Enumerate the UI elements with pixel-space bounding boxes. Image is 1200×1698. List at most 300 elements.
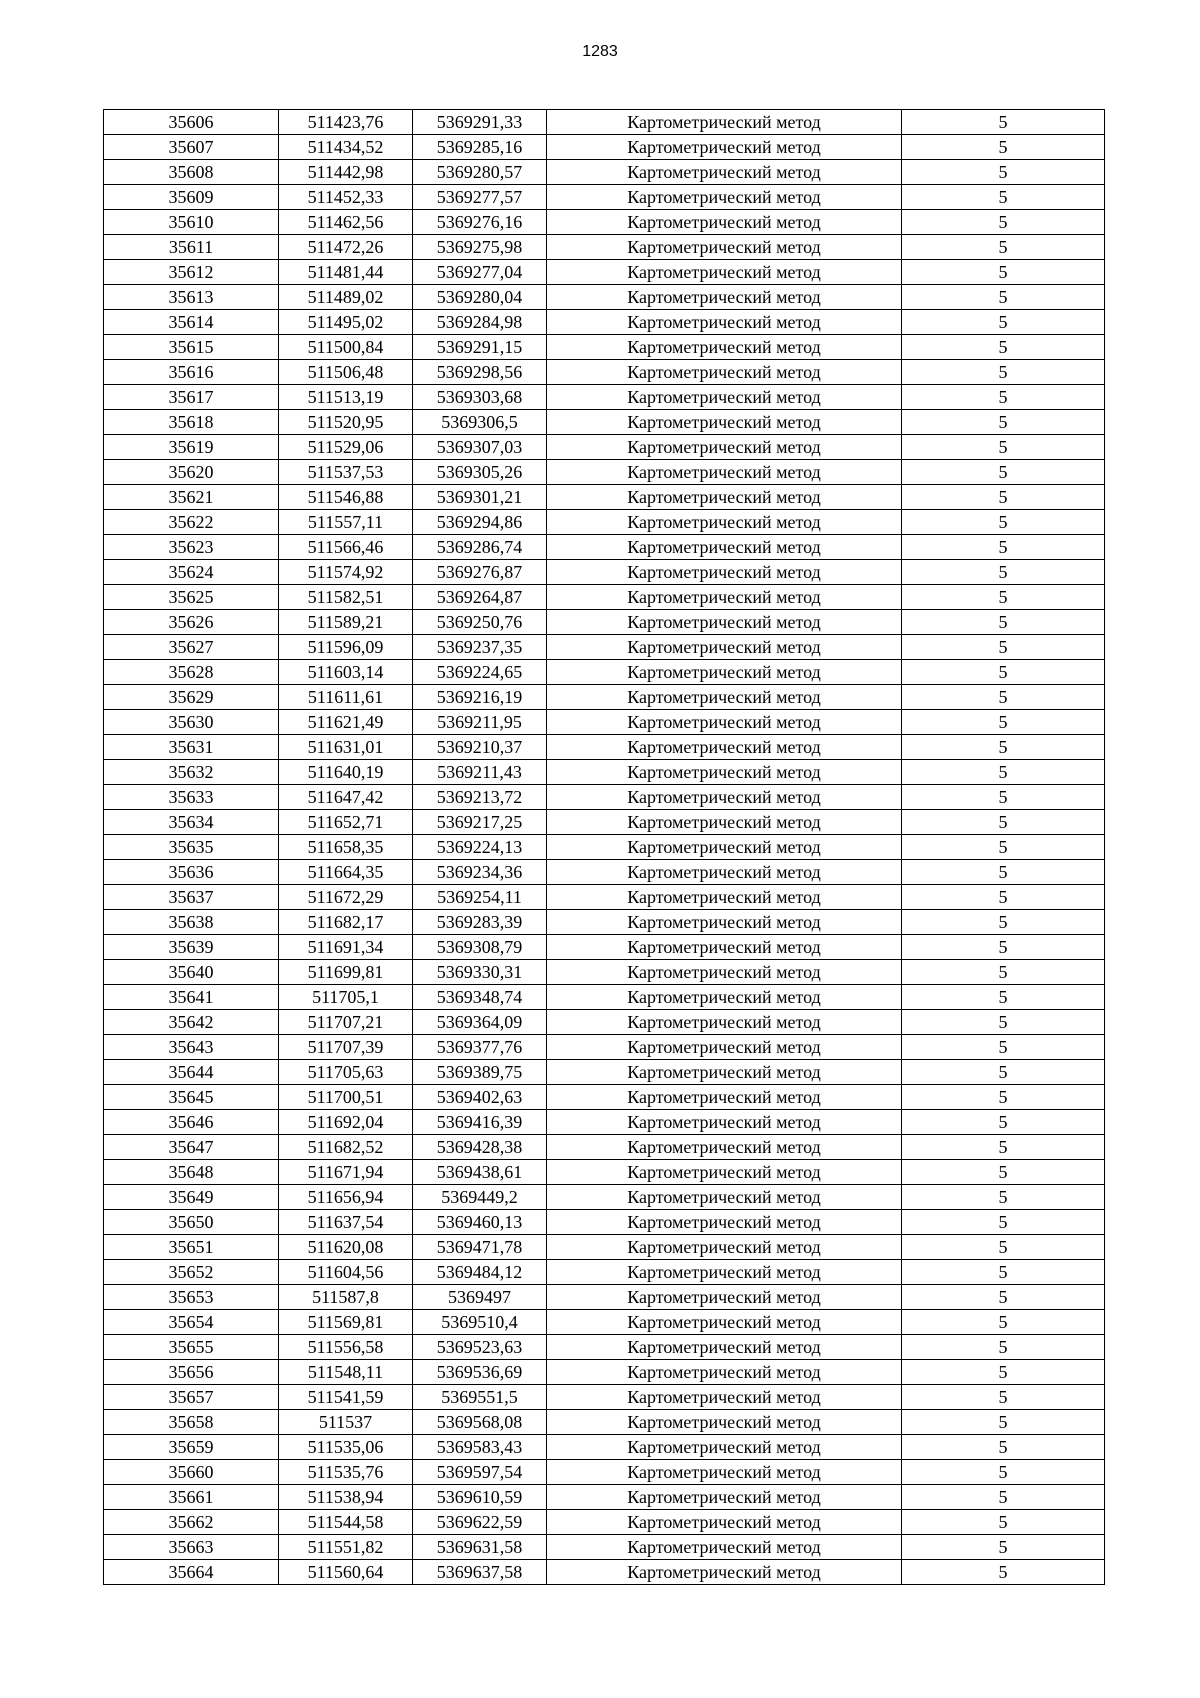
point-number-cell: 35636 — [104, 860, 279, 885]
x-coordinate-cell: 511442,98 — [279, 160, 413, 185]
point-number-cell: 35621 — [104, 485, 279, 510]
accuracy-cell: 5 — [902, 1335, 1105, 1360]
table-row — [104, 460, 1105, 485]
method-cell: Картометрический метод — [547, 1460, 902, 1485]
y-coordinate-cell: 5369224,65 — [413, 660, 547, 685]
y-coordinate-cell: 5369471,78 — [413, 1235, 547, 1260]
point-number-cell: 35656 — [104, 1360, 279, 1385]
accuracy-cell: 5 — [902, 435, 1105, 460]
accuracy-cell: 5 — [902, 560, 1105, 585]
accuracy-cell: 5 — [902, 1160, 1105, 1185]
table-row — [104, 1260, 1105, 1285]
point-number-cell: 35608 — [104, 160, 279, 185]
accuracy-cell: 5 — [902, 1360, 1105, 1385]
x-coordinate-cell: 511682,52 — [279, 1135, 413, 1160]
y-coordinate-cell: 5369303,68 — [413, 385, 547, 410]
accuracy-cell: 5 — [902, 835, 1105, 860]
x-coordinate-cell: 511631,01 — [279, 735, 413, 760]
y-coordinate-cell: 5369305,26 — [413, 460, 547, 485]
accuracy-cell: 5 — [902, 1060, 1105, 1085]
y-coordinate-cell: 5369428,38 — [413, 1135, 547, 1160]
point-number-cell: 35658 — [104, 1410, 279, 1435]
accuracy-cell: 5 — [902, 935, 1105, 960]
x-coordinate-cell: 511589,21 — [279, 610, 413, 635]
point-number-cell: 35653 — [104, 1285, 279, 1310]
y-coordinate-cell: 5369286,74 — [413, 535, 547, 560]
accuracy-cell: 5 — [902, 910, 1105, 935]
y-coordinate-cell: 5369277,57 — [413, 185, 547, 210]
accuracy-cell: 5 — [902, 210, 1105, 235]
table-row — [104, 285, 1105, 310]
table-row — [104, 1310, 1105, 1335]
method-cell: Картометрический метод — [547, 1285, 902, 1310]
point-number-cell: 35643 — [104, 1035, 279, 1060]
table-row — [104, 260, 1105, 285]
y-coordinate-cell: 5369610,59 — [413, 1485, 547, 1510]
point-number-cell: 35638 — [104, 910, 279, 935]
y-coordinate-cell: 5369583,43 — [413, 1435, 547, 1460]
method-cell: Картометрический метод — [547, 1485, 902, 1510]
point-number-cell: 35606 — [104, 110, 279, 135]
method-cell: Картометрический метод — [547, 110, 902, 135]
accuracy-cell: 5 — [902, 260, 1105, 285]
accuracy-cell: 5 — [902, 335, 1105, 360]
table-row — [104, 360, 1105, 385]
method-cell: Картометрический метод — [547, 585, 902, 610]
y-coordinate-cell: 5369377,76 — [413, 1035, 547, 1060]
table-row — [104, 1485, 1105, 1510]
table-row — [104, 1035, 1105, 1060]
accuracy-cell: 5 — [902, 1310, 1105, 1335]
y-coordinate-cell: 5369217,25 — [413, 810, 547, 835]
y-coordinate-cell: 5369280,04 — [413, 285, 547, 310]
method-cell: Картометрический метод — [547, 1260, 902, 1285]
method-cell: Картометрический метод — [547, 310, 902, 335]
method-cell: Картометрический метод — [547, 385, 902, 410]
accuracy-cell: 5 — [902, 685, 1105, 710]
method-cell: Картометрический метод — [547, 1535, 902, 1560]
x-coordinate-cell: 511621,49 — [279, 710, 413, 735]
x-coordinate-cell: 511557,11 — [279, 510, 413, 535]
accuracy-cell: 5 — [902, 285, 1105, 310]
table-row — [104, 1285, 1105, 1310]
table-row — [104, 660, 1105, 685]
accuracy-cell: 5 — [902, 360, 1105, 385]
table-row — [104, 810, 1105, 835]
y-coordinate-cell: 5369284,98 — [413, 310, 547, 335]
point-number-cell: 35647 — [104, 1135, 279, 1160]
x-coordinate-cell: 511604,56 — [279, 1260, 413, 1285]
page-number: 1283 — [582, 43, 618, 60]
accuracy-cell: 5 — [902, 1185, 1105, 1210]
y-coordinate-cell: 5369277,04 — [413, 260, 547, 285]
x-coordinate-cell: 511452,33 — [279, 185, 413, 210]
accuracy-cell: 5 — [902, 585, 1105, 610]
y-coordinate-cell: 5369637,58 — [413, 1560, 547, 1585]
method-cell: Картометрический метод — [547, 560, 902, 585]
method-cell: Картометрический метод — [547, 1135, 902, 1160]
point-number-cell: 35612 — [104, 260, 279, 285]
point-number-cell: 35655 — [104, 1335, 279, 1360]
y-coordinate-cell: 5369298,56 — [413, 360, 547, 385]
y-coordinate-cell: 5369285,16 — [413, 135, 547, 160]
accuracy-cell: 5 — [902, 1385, 1105, 1410]
table-row — [104, 310, 1105, 335]
y-coordinate-cell: 5369264,87 — [413, 585, 547, 610]
accuracy-cell: 5 — [902, 1110, 1105, 1135]
x-coordinate-cell: 511569,81 — [279, 1310, 413, 1335]
y-coordinate-cell: 5369389,75 — [413, 1060, 547, 1085]
method-cell: Картометрический метод — [547, 1060, 902, 1085]
point-number-cell: 35662 — [104, 1510, 279, 1535]
point-number-cell: 35624 — [104, 560, 279, 585]
y-coordinate-cell: 5369364,09 — [413, 1010, 547, 1035]
y-coordinate-cell: 5369307,03 — [413, 435, 547, 460]
x-coordinate-cell: 511500,84 — [279, 335, 413, 360]
x-coordinate-cell: 511513,19 — [279, 385, 413, 410]
y-coordinate-cell: 5369536,69 — [413, 1360, 547, 1385]
method-cell: Картометрический метод — [547, 235, 902, 260]
point-number-cell: 35660 — [104, 1460, 279, 1485]
point-number-cell: 35625 — [104, 585, 279, 610]
table-row — [104, 1135, 1105, 1160]
table-row — [104, 1210, 1105, 1235]
x-coordinate-cell: 511537 — [279, 1410, 413, 1435]
x-coordinate-cell: 511637,54 — [279, 1210, 413, 1235]
accuracy-cell: 5 — [902, 1135, 1105, 1160]
table-row — [104, 1160, 1105, 1185]
accuracy-cell: 5 — [902, 310, 1105, 335]
point-number-cell: 35640 — [104, 960, 279, 985]
method-cell: Картометрический метод — [547, 785, 902, 810]
x-coordinate-cell: 511544,58 — [279, 1510, 413, 1535]
point-number-cell: 35661 — [104, 1485, 279, 1510]
method-cell: Картометрический метод — [547, 1035, 902, 1060]
accuracy-cell: 5 — [902, 660, 1105, 685]
table-row — [104, 885, 1105, 910]
y-coordinate-cell: 5369301,21 — [413, 485, 547, 510]
table-row — [104, 685, 1105, 710]
point-number-cell: 35663 — [104, 1535, 279, 1560]
y-coordinate-cell: 5369216,19 — [413, 685, 547, 710]
accuracy-cell: 5 — [902, 635, 1105, 660]
table-row — [104, 760, 1105, 785]
point-number-cell: 35634 — [104, 810, 279, 835]
accuracy-cell: 5 — [902, 410, 1105, 435]
point-number-cell: 35649 — [104, 1185, 279, 1210]
y-coordinate-cell: 5369330,31 — [413, 960, 547, 985]
table-row — [104, 485, 1105, 510]
x-coordinate-cell: 511546,88 — [279, 485, 413, 510]
y-coordinate-cell: 5369622,59 — [413, 1510, 547, 1535]
table-row — [104, 585, 1105, 610]
y-coordinate-cell: 5369416,39 — [413, 1110, 547, 1135]
x-coordinate-cell: 511489,02 — [279, 285, 413, 310]
y-coordinate-cell: 5369291,33 — [413, 110, 547, 135]
point-number-cell: 35630 — [104, 710, 279, 735]
method-cell: Картометрический метод — [547, 1310, 902, 1335]
method-cell: Картометрический метод — [547, 960, 902, 985]
x-coordinate-cell: 511538,94 — [279, 1485, 413, 1510]
table-row — [104, 1085, 1105, 1110]
table-row — [104, 910, 1105, 935]
x-coordinate-cell: 511434,52 — [279, 135, 413, 160]
method-cell: Картометрический метод — [547, 685, 902, 710]
point-number-cell: 35622 — [104, 510, 279, 535]
table-row — [104, 935, 1105, 960]
method-cell: Картометрический метод — [547, 735, 902, 760]
x-coordinate-cell: 511596,09 — [279, 635, 413, 660]
table-row — [104, 1510, 1105, 1535]
point-number-cell: 35626 — [104, 610, 279, 635]
method-cell: Картометрический метод — [547, 485, 902, 510]
y-coordinate-cell: 5369348,74 — [413, 985, 547, 1010]
point-number-cell: 35648 — [104, 1160, 279, 1185]
point-number-cell: 35644 — [104, 1060, 279, 1085]
y-coordinate-cell: 5369211,43 — [413, 760, 547, 785]
accuracy-cell: 5 — [902, 135, 1105, 160]
y-coordinate-cell: 5369211,95 — [413, 710, 547, 735]
table-row — [104, 1385, 1105, 1410]
point-number-cell: 35642 — [104, 1010, 279, 1035]
table-row — [104, 735, 1105, 760]
x-coordinate-cell: 511423,76 — [279, 110, 413, 135]
accuracy-cell: 5 — [902, 860, 1105, 885]
method-cell: Картометрический метод — [547, 1210, 902, 1235]
x-coordinate-cell: 511640,19 — [279, 760, 413, 785]
y-coordinate-cell: 5369308,79 — [413, 935, 547, 960]
table-row — [104, 1335, 1105, 1360]
accuracy-cell: 5 — [902, 1510, 1105, 1535]
point-number-cell: 35645 — [104, 1085, 279, 1110]
x-coordinate-cell: 511705,63 — [279, 1060, 413, 1085]
x-coordinate-cell: 511472,26 — [279, 235, 413, 260]
point-number-cell: 35616 — [104, 360, 279, 385]
coordinates-table — [103, 109, 1105, 1585]
method-cell: Картометрический метод — [547, 635, 902, 660]
method-cell: Картометрический метод — [547, 185, 902, 210]
method-cell: Картометрический метод — [547, 1385, 902, 1410]
x-coordinate-cell: 511647,42 — [279, 785, 413, 810]
accuracy-cell: 5 — [902, 735, 1105, 760]
table-row — [104, 1010, 1105, 1035]
method-cell: Картометрический метод — [547, 360, 902, 385]
x-coordinate-cell: 511672,29 — [279, 885, 413, 910]
x-coordinate-cell: 511506,48 — [279, 360, 413, 385]
accuracy-cell: 5 — [902, 1285, 1105, 1310]
point-number-cell: 35632 — [104, 760, 279, 785]
x-coordinate-cell: 511520,95 — [279, 410, 413, 435]
y-coordinate-cell: 5369275,98 — [413, 235, 547, 260]
x-coordinate-cell: 511707,39 — [279, 1035, 413, 1060]
table-row — [104, 110, 1105, 135]
method-cell: Картометрический метод — [547, 410, 902, 435]
table-row — [104, 860, 1105, 885]
x-coordinate-cell: 511658,35 — [279, 835, 413, 860]
x-coordinate-cell: 511560,64 — [279, 1560, 413, 1585]
x-coordinate-cell: 511462,56 — [279, 210, 413, 235]
x-coordinate-cell: 511603,14 — [279, 660, 413, 685]
table-row — [104, 510, 1105, 535]
table-row — [104, 160, 1105, 185]
accuracy-cell: 5 — [902, 1235, 1105, 1260]
method-cell: Картометрический метод — [547, 260, 902, 285]
accuracy-cell: 5 — [902, 785, 1105, 810]
accuracy-cell: 5 — [902, 1085, 1105, 1110]
x-coordinate-cell: 511664,35 — [279, 860, 413, 885]
x-coordinate-cell: 511652,71 — [279, 810, 413, 835]
point-number-cell: 35617 — [104, 385, 279, 410]
x-coordinate-cell: 511705,1 — [279, 985, 413, 1010]
x-coordinate-cell: 511700,51 — [279, 1085, 413, 1110]
point-number-cell: 35609 — [104, 185, 279, 210]
y-coordinate-cell: 5369510,4 — [413, 1310, 547, 1335]
y-coordinate-cell: 5369210,37 — [413, 735, 547, 760]
method-cell: Картометрический метод — [547, 610, 902, 635]
y-coordinate-cell: 5369449,2 — [413, 1185, 547, 1210]
accuracy-cell: 5 — [902, 1035, 1105, 1060]
method-cell: Картометрический метод — [547, 660, 902, 685]
table-row — [104, 1185, 1105, 1210]
x-coordinate-cell: 511691,34 — [279, 935, 413, 960]
accuracy-cell: 5 — [902, 535, 1105, 560]
method-cell: Картометрический метод — [547, 1510, 902, 1535]
y-coordinate-cell: 5369438,61 — [413, 1160, 547, 1185]
y-coordinate-cell: 5369237,35 — [413, 635, 547, 660]
point-number-cell: 35615 — [104, 335, 279, 360]
table-row — [104, 235, 1105, 260]
y-coordinate-cell: 5369294,86 — [413, 510, 547, 535]
method-cell: Картометрический метод — [547, 1085, 902, 1110]
point-number-cell: 35614 — [104, 310, 279, 335]
method-cell: Картометрический метод — [547, 1360, 902, 1385]
accuracy-cell: 5 — [902, 710, 1105, 735]
point-number-cell: 35650 — [104, 1210, 279, 1235]
x-coordinate-cell: 511495,02 — [279, 310, 413, 335]
method-cell: Картометрический метод — [547, 985, 902, 1010]
point-number-cell: 35629 — [104, 685, 279, 710]
accuracy-cell: 5 — [902, 1485, 1105, 1510]
table-row — [104, 960, 1105, 985]
x-coordinate-cell: 511692,04 — [279, 1110, 413, 1135]
table-row — [104, 185, 1105, 210]
point-number-cell: 35635 — [104, 835, 279, 860]
table-row — [104, 1560, 1105, 1585]
accuracy-cell: 5 — [902, 810, 1105, 835]
coordinates-table-body — [104, 110, 1105, 1585]
y-coordinate-cell: 5369631,58 — [413, 1535, 547, 1560]
accuracy-cell: 5 — [902, 185, 1105, 210]
table-row — [104, 1410, 1105, 1435]
method-cell: Картометрический метод — [547, 435, 902, 460]
x-coordinate-cell: 511707,21 — [279, 1010, 413, 1035]
y-coordinate-cell: 5369497 — [413, 1285, 547, 1310]
table-row — [104, 335, 1105, 360]
method-cell: Картометрический метод — [547, 1435, 902, 1460]
table-row — [104, 435, 1105, 460]
x-coordinate-cell: 511620,08 — [279, 1235, 413, 1260]
accuracy-cell: 5 — [902, 985, 1105, 1010]
y-coordinate-cell: 5369306,5 — [413, 410, 547, 435]
x-coordinate-cell: 511582,51 — [279, 585, 413, 610]
y-coordinate-cell: 5369234,36 — [413, 860, 547, 885]
y-coordinate-cell: 5369402,63 — [413, 1085, 547, 1110]
table-row — [104, 985, 1105, 1010]
method-cell: Картометрический метод — [547, 460, 902, 485]
table-row — [104, 135, 1105, 160]
table-row — [104, 385, 1105, 410]
point-number-cell: 35633 — [104, 785, 279, 810]
point-number-cell: 35651 — [104, 1235, 279, 1260]
table-row — [104, 560, 1105, 585]
table-row — [104, 1460, 1105, 1485]
accuracy-cell: 5 — [902, 485, 1105, 510]
method-cell: Картометрический метод — [547, 1160, 902, 1185]
table-row — [104, 535, 1105, 560]
method-cell: Картометрический метод — [547, 135, 902, 160]
x-coordinate-cell: 511682,17 — [279, 910, 413, 935]
point-number-cell: 35646 — [104, 1110, 279, 1135]
point-number-cell: 35623 — [104, 535, 279, 560]
x-coordinate-cell: 511537,53 — [279, 460, 413, 485]
table-row — [104, 835, 1105, 860]
accuracy-cell: 5 — [902, 385, 1105, 410]
y-coordinate-cell: 5369523,63 — [413, 1335, 547, 1360]
y-coordinate-cell: 5369276,87 — [413, 560, 547, 585]
x-coordinate-cell: 511548,11 — [279, 1360, 413, 1385]
point-number-cell: 35639 — [104, 935, 279, 960]
point-number-cell: 35637 — [104, 885, 279, 910]
accuracy-cell: 5 — [902, 1410, 1105, 1435]
method-cell: Картометрический метод — [547, 810, 902, 835]
y-coordinate-cell: 5369224,13 — [413, 835, 547, 860]
x-coordinate-cell: 511556,58 — [279, 1335, 413, 1360]
point-number-cell: 35607 — [104, 135, 279, 160]
table-row — [104, 210, 1105, 235]
accuracy-cell: 5 — [902, 610, 1105, 635]
method-cell: Картометрический метод — [547, 1335, 902, 1360]
method-cell: Картометрический метод — [547, 285, 902, 310]
accuracy-cell: 5 — [902, 460, 1105, 485]
method-cell: Картометрический метод — [547, 885, 902, 910]
method-cell: Картометрический метод — [547, 510, 902, 535]
method-cell: Картометрический метод — [547, 335, 902, 360]
accuracy-cell: 5 — [902, 510, 1105, 535]
table-row — [104, 1435, 1105, 1460]
point-number-cell: 35664 — [104, 1560, 279, 1585]
x-coordinate-cell: 511574,92 — [279, 560, 413, 585]
point-number-cell: 35659 — [104, 1435, 279, 1460]
method-cell: Картометрический метод — [547, 710, 902, 735]
accuracy-cell: 5 — [902, 1435, 1105, 1460]
point-number-cell: 35652 — [104, 1260, 279, 1285]
point-number-cell: 35657 — [104, 1385, 279, 1410]
accuracy-cell: 5 — [902, 885, 1105, 910]
table-row — [104, 710, 1105, 735]
y-coordinate-cell: 5369276,16 — [413, 210, 547, 235]
y-coordinate-cell: 5369460,13 — [413, 1210, 547, 1235]
method-cell: Картометрический метод — [547, 1110, 902, 1135]
method-cell: Картометрический метод — [547, 160, 902, 185]
point-number-cell: 35628 — [104, 660, 279, 685]
y-coordinate-cell: 5369597,54 — [413, 1460, 547, 1485]
accuracy-cell: 5 — [902, 1460, 1105, 1485]
x-coordinate-cell: 511611,61 — [279, 685, 413, 710]
y-coordinate-cell: 5369254,11 — [413, 885, 547, 910]
x-coordinate-cell: 511529,06 — [279, 435, 413, 460]
x-coordinate-cell: 511551,82 — [279, 1535, 413, 1560]
x-coordinate-cell: 511481,44 — [279, 260, 413, 285]
